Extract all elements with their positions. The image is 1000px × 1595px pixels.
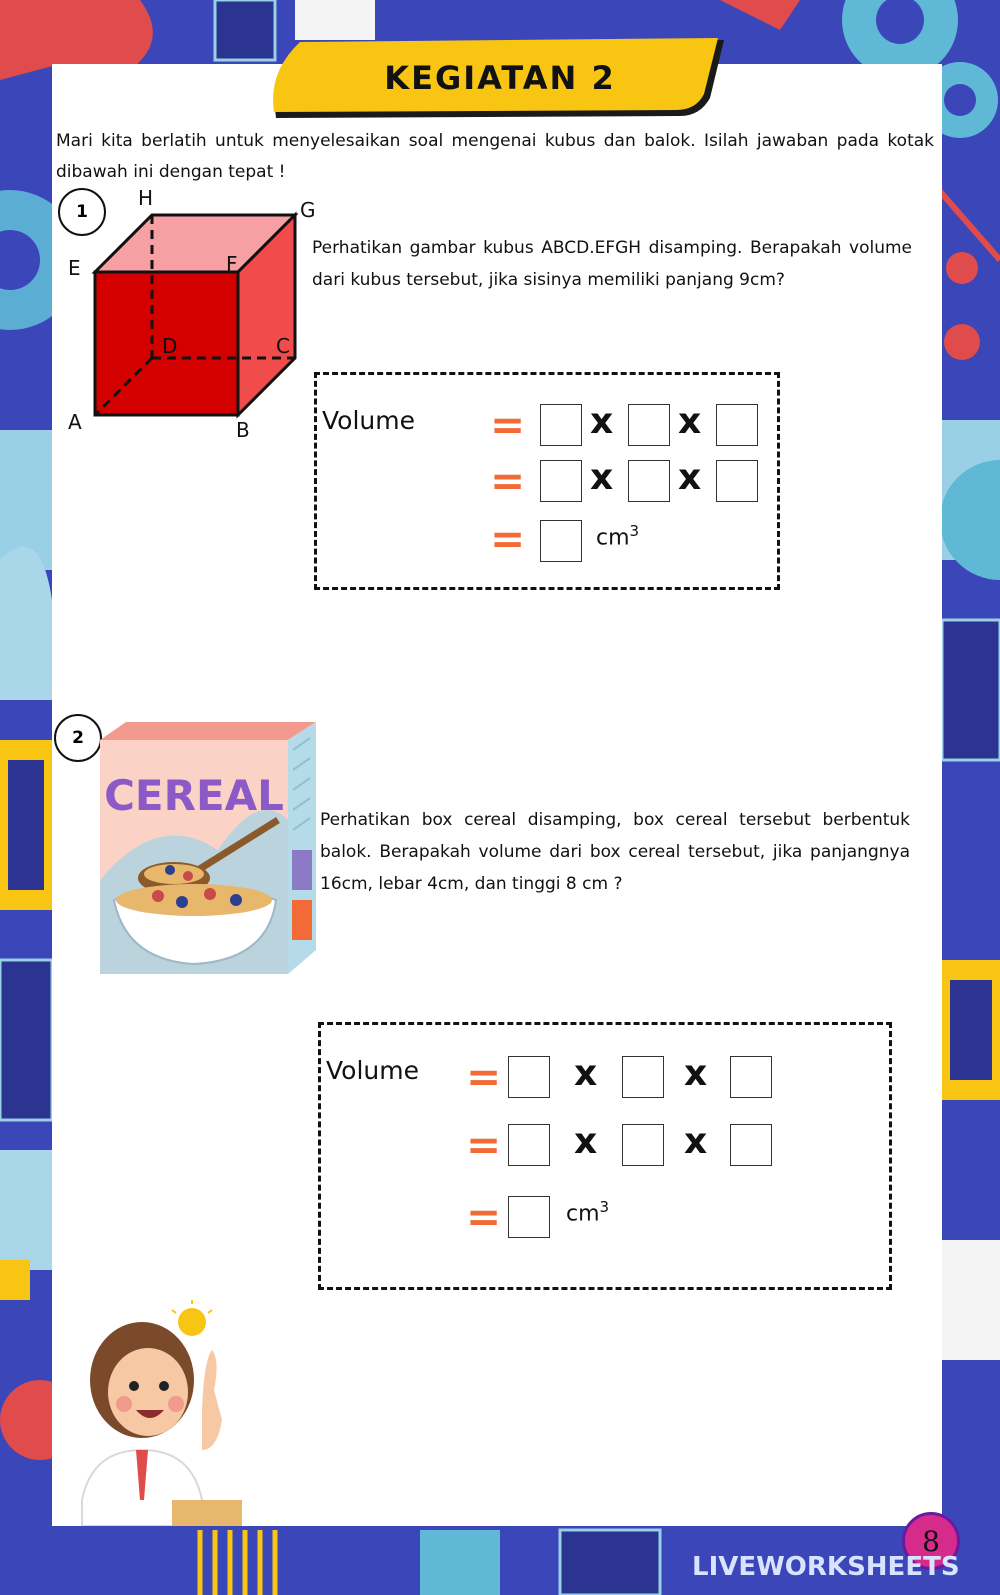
times-sign: x [590, 401, 614, 442]
equals-sign: = [490, 514, 526, 563]
vertex-label-d: D [162, 334, 178, 358]
vertex-label-g: G [300, 198, 316, 222]
vertex-label-a: A [68, 410, 82, 434]
student-girl-illustration [52, 1300, 252, 1526]
answer-input-q2-r1-b[interactable] [622, 1056, 664, 1098]
question-number-1: 1 [58, 188, 106, 236]
volume-label-1: Volume [322, 406, 415, 435]
question-2-text: Perhatikan box cereal disamping, box cereal tersebut berbentuk balok. Berapakah volume dari box cereal tersebut, jika panjangnya 16cm, lebar 4cm, dan tinggi 8 cm ? [320, 810, 910, 894]
unit-label-2: $cm^3$ [566, 1198, 610, 1227]
answer-input-q2-r2-c[interactable] [730, 1124, 772, 1166]
page-number-badge: 8 [902, 1512, 960, 1570]
answer-input-q1-r1-b[interactable] [628, 404, 670, 446]
times-sign: x [684, 1121, 708, 1162]
equals-sign: = [490, 456, 526, 505]
vertex-label-b: B [236, 418, 250, 442]
answer-input-q1-result[interactable] [540, 520, 582, 562]
vertex-label-f: F [226, 252, 238, 276]
vertex-label-h: H [138, 186, 154, 210]
liveworksheets-watermark[interactable]: LIVEWORKSHEETS [692, 1552, 960, 1582]
question-number-2: 2 [54, 714, 102, 762]
equals-sign: = [466, 1192, 502, 1241]
equals-sign: = [466, 1120, 502, 1169]
answer-input-q2-r1-a[interactable] [508, 1056, 550, 1098]
vertex-label-c: C [276, 334, 290, 358]
answer-input-q2-result[interactable] [508, 1196, 550, 1238]
cereal-logo-text: CEREAL [104, 771, 284, 820]
answer-input-q2-r1-c[interactable] [730, 1056, 772, 1098]
question-1-text: Perhatikan gambar kubus ABCD.EFGH disamping. Berapakah volume dari kubus tersebut, jika sisinya memiliki panjang 9cm? [312, 238, 912, 290]
equals-sign: = [466, 1052, 502, 1101]
times-sign: x [684, 1053, 708, 1094]
volume-label-2: Volume [326, 1056, 419, 1085]
title-banner [270, 36, 730, 120]
times-sign: x [678, 401, 702, 442]
instruction-text: Mari kita berlatih untuk menyelesaikan soal mengenai kubus dan balok. Isilah jawaban pada kotak dibawah ini dengan tepat ! [56, 131, 934, 182]
times-sign: x [678, 457, 702, 498]
equals-sign: = [490, 400, 526, 449]
cube-illustration [80, 200, 310, 430]
answer-input-q1-r2-c[interactable] [716, 460, 758, 502]
answer-input-q2-r2-b[interactable] [622, 1124, 664, 1166]
times-sign: x [574, 1053, 598, 1094]
answer-input-q1-r2-b[interactable] [628, 460, 670, 502]
vertex-label-e: E [68, 256, 81, 280]
times-sign: x [590, 457, 614, 498]
answer-input-q2-r2-a[interactable] [508, 1124, 550, 1166]
page-title: KEGIATAN 2 [384, 59, 616, 97]
answer-input-q1-r2-a[interactable] [540, 460, 582, 502]
answer-input-q1-r1-c[interactable] [716, 404, 758, 446]
unit-label-1: $cm^3$ [596, 522, 640, 551]
answer-input-q1-r1-a[interactable] [540, 404, 582, 446]
times-sign: x [574, 1121, 598, 1162]
cereal-box-illustration [98, 720, 316, 976]
